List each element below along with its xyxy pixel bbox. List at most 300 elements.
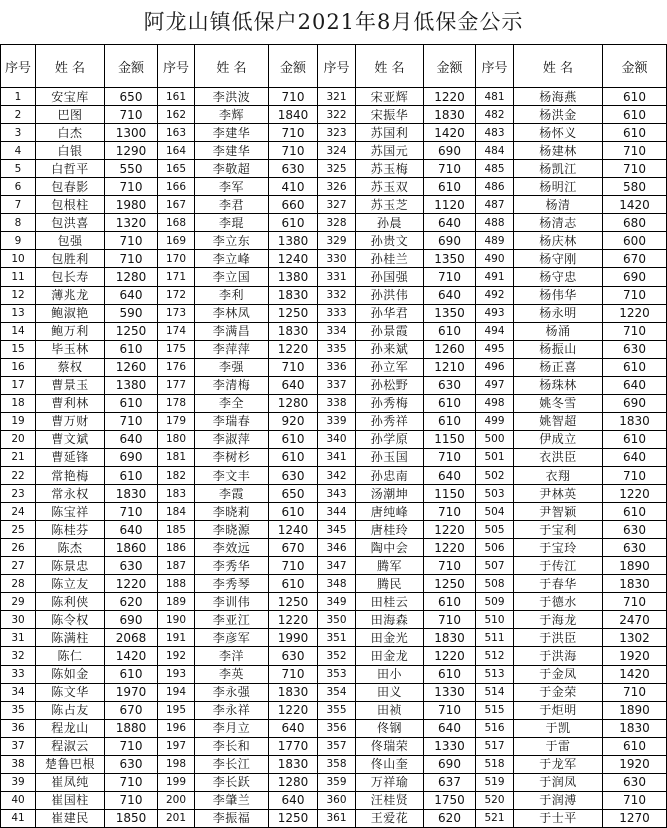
name-cell: 常永权 — [36, 485, 105, 503]
amount-cell: 640 — [269, 376, 318, 394]
name-cell: 杨建林 — [514, 142, 603, 160]
seq-cell: 344 — [318, 503, 356, 521]
name-cell: 田祯 — [356, 701, 424, 719]
seq-cell: 342 — [318, 466, 356, 484]
name-cell: 于海龙 — [514, 611, 603, 629]
name-cell: 李树杉 — [195, 448, 269, 466]
amount-cell: 710 — [269, 142, 318, 160]
amount-cell: 610 — [603, 737, 667, 755]
amount-cell: 1830 — [424, 106, 476, 124]
table-row — [1, 232, 667, 250]
table-row — [1, 647, 667, 665]
seq-cell: 359 — [318, 773, 356, 791]
seq-cell: 26 — [1, 539, 36, 557]
name-cell: 陈令权 — [36, 611, 105, 629]
amount-cell: 1260 — [424, 340, 476, 358]
amount-cell: 640 — [603, 448, 667, 466]
table-row — [1, 809, 667, 827]
amount-cell: 1250 — [269, 304, 318, 322]
name-cell: 杨珠林 — [514, 376, 603, 394]
amount-cell: 630 — [105, 557, 158, 575]
name-cell: 孙秀祥 — [356, 412, 424, 430]
name-cell: 宋亚辉 — [356, 88, 424, 106]
seq-cell: 339 — [318, 412, 356, 430]
name-cell: 于德水 — [514, 593, 603, 611]
name-cell: 曹景玉 — [36, 376, 105, 394]
amount-cell: 640 — [269, 791, 318, 809]
amount-cell: 1220 — [603, 485, 667, 503]
amount-cell: 1270 — [603, 809, 667, 827]
amount-cell: 610 — [603, 503, 667, 521]
name-cell: 程淑云 — [36, 737, 105, 755]
table-row — [1, 322, 667, 340]
seq-cell: 333 — [318, 304, 356, 322]
seq-cell: 513 — [476, 665, 514, 683]
amount-cell: 710 — [105, 178, 158, 196]
amount-cell: 660 — [269, 196, 318, 214]
seq-cell: 361 — [318, 809, 356, 827]
amount-cell: 920 — [269, 412, 318, 430]
seq-cell: 512 — [476, 647, 514, 665]
amount-cell: 1830 — [269, 322, 318, 340]
seq-cell: 519 — [476, 773, 514, 791]
name-cell: 腾民 — [356, 575, 424, 593]
name-cell: 包春影 — [36, 178, 105, 196]
name-cell: 杨洪金 — [514, 106, 603, 124]
name-cell: 陈占友 — [36, 701, 105, 719]
table-row — [1, 196, 667, 214]
name-cell: 杨正喜 — [514, 358, 603, 376]
seq-cell: 13 — [1, 304, 36, 322]
amount-cell: 650 — [105, 88, 158, 106]
amount-cell: 640 — [424, 466, 476, 484]
amount-cell: 1302 — [603, 629, 667, 647]
amount-cell: 710 — [603, 683, 667, 701]
name-cell: 于润溥 — [514, 791, 603, 809]
seq-cell: 346 — [318, 539, 356, 557]
name-cell: 陈景忠 — [36, 557, 105, 575]
seq-cell: 507 — [476, 557, 514, 575]
amount-cell: 610 — [269, 214, 318, 232]
seq-cell: 323 — [318, 124, 356, 142]
name-cell: 李瑞春 — [195, 412, 269, 430]
table-row — [1, 773, 667, 791]
name-cell: 孙华君 — [356, 304, 424, 322]
name-cell: 杨守刚 — [514, 250, 603, 268]
name-cell: 孙玉国 — [356, 448, 424, 466]
seq-cell: 185 — [158, 521, 195, 539]
name-cell: 李立国 — [195, 268, 269, 286]
amount-cell: 1220 — [424, 88, 476, 106]
name-cell: 鲍淑艳 — [36, 304, 105, 322]
amount-cell: 1250 — [269, 809, 318, 827]
amount-cell: 690 — [424, 755, 476, 773]
amount-cell: 1150 — [424, 485, 476, 503]
seq-cell: 495 — [476, 340, 514, 358]
name-cell: 孙桂兰 — [356, 250, 424, 268]
seq-cell: 189 — [158, 593, 195, 611]
seq-cell: 21 — [1, 448, 36, 466]
seq-cell: 193 — [158, 665, 195, 683]
amount-header: 金额 — [424, 45, 476, 88]
seq-cell: 501 — [476, 448, 514, 466]
amount-cell: 690 — [603, 394, 667, 412]
amount-cell: 710 — [424, 503, 476, 521]
name-cell: 李秀琴 — [195, 575, 269, 593]
seq-cell: 33 — [1, 665, 36, 683]
table-row — [1, 466, 667, 484]
name-cell: 李长和 — [195, 737, 269, 755]
name-cell: 白杰 — [36, 124, 105, 142]
seq-cell: 38 — [1, 755, 36, 773]
seq-cell: 39 — [1, 773, 36, 791]
amount-cell: 610 — [424, 412, 476, 430]
seq-cell: 329 — [318, 232, 356, 250]
seq-cell: 511 — [476, 629, 514, 647]
name-cell: 李建华 — [195, 142, 269, 160]
name-cell: 崔建民 — [36, 809, 105, 827]
name-header: 姓 名 — [356, 45, 424, 88]
amount-cell: 710 — [424, 701, 476, 719]
amount-cell: 620 — [105, 593, 158, 611]
amount-cell: 1770 — [269, 737, 318, 755]
name-cell: 陈文华 — [36, 683, 105, 701]
amount-cell: 710 — [269, 124, 318, 142]
amount-cell: 1240 — [269, 250, 318, 268]
amount-cell: 1750 — [424, 791, 476, 809]
table-row — [1, 791, 667, 809]
seq-cell: 41 — [1, 809, 36, 827]
table-row — [1, 539, 667, 557]
name-cell: 李效远 — [195, 539, 269, 557]
seq-cell: 161 — [158, 88, 195, 106]
amount-cell: 1880 — [105, 719, 158, 737]
seq-cell: 338 — [318, 394, 356, 412]
seq-cell: 27 — [1, 557, 36, 575]
amount-cell: 710 — [105, 773, 158, 791]
amount-cell: 1220 — [269, 701, 318, 719]
name-cell: 于宝玲 — [514, 539, 603, 557]
amount-cell: 710 — [603, 791, 667, 809]
seq-cell: 335 — [318, 340, 356, 358]
seq-cell: 494 — [476, 322, 514, 340]
seq-cell: 351 — [318, 629, 356, 647]
seq-cell: 336 — [318, 358, 356, 376]
seq-cell: 515 — [476, 701, 514, 719]
name-cell: 李霞 — [195, 485, 269, 503]
name-cell: 崔国柱 — [36, 791, 105, 809]
seq-cell: 194 — [158, 683, 195, 701]
seq-cell: 352 — [318, 647, 356, 665]
name-cell: 李林凤 — [195, 304, 269, 322]
name-cell: 佟钢 — [356, 719, 424, 737]
seq-cell: 484 — [476, 142, 514, 160]
amount-cell: 410 — [269, 178, 318, 196]
amount-cell: 1290 — [105, 142, 158, 160]
seq-cell: 14 — [1, 322, 36, 340]
seq-cell: 360 — [318, 791, 356, 809]
seq-cell: 343 — [318, 485, 356, 503]
table-body — [1, 88, 667, 828]
name-cell: 李淑萍 — [195, 430, 269, 448]
name-header: 姓 名 — [514, 45, 603, 88]
name-cell: 崔凤纯 — [36, 773, 105, 791]
page-title: 阿龙山镇低保户2021年8月低保金公示 — [143, 10, 524, 34]
seq-cell: 201 — [158, 809, 195, 827]
amount-cell: 710 — [269, 557, 318, 575]
amount-cell: 1980 — [105, 196, 158, 214]
table-row — [1, 250, 667, 268]
amount-cell: 1860 — [105, 539, 158, 557]
amount-cell: 710 — [105, 791, 158, 809]
seq-cell: 25 — [1, 521, 36, 539]
seq-cell: 496 — [476, 358, 514, 376]
name-cell: 杨凯江 — [514, 160, 603, 178]
name-cell: 孙洪伟 — [356, 286, 424, 304]
seq-cell: 321 — [318, 88, 356, 106]
name-cell: 衣洪臣 — [514, 448, 603, 466]
name-cell: 田小 — [356, 665, 424, 683]
name-cell: 李永祥 — [195, 701, 269, 719]
table-row — [1, 268, 667, 286]
seq-cell: 6 — [1, 178, 36, 196]
seq-cell: 508 — [476, 575, 514, 593]
table-row — [1, 611, 667, 629]
seq-cell: 498 — [476, 394, 514, 412]
amount-cell: 1830 — [269, 286, 318, 304]
amount-cell: 1830 — [269, 683, 318, 701]
amount-cell: 1350 — [424, 304, 476, 322]
seq-cell: 4 — [1, 142, 36, 160]
seq-cell: 348 — [318, 575, 356, 593]
seq-cell: 10 — [1, 250, 36, 268]
name-cell: 陶中会 — [356, 539, 424, 557]
seq-cell: 490 — [476, 250, 514, 268]
seq-cell: 340 — [318, 430, 356, 448]
amount-cell: 710 — [603, 160, 667, 178]
amount-cell: 1330 — [424, 683, 476, 701]
seq-cell: 18 — [1, 394, 36, 412]
name-cell: 唐桂玲 — [356, 521, 424, 539]
name-cell: 杨守忠 — [514, 268, 603, 286]
seq-cell: 197 — [158, 737, 195, 755]
name-cell: 李立东 — [195, 232, 269, 250]
name-cell: 鲍万利 — [36, 322, 105, 340]
name-cell: 杨清志 — [514, 214, 603, 232]
table-row — [1, 160, 667, 178]
seq-cell: 24 — [1, 503, 36, 521]
amount-cell: 1220 — [424, 521, 476, 539]
amount-cell: 710 — [105, 412, 158, 430]
name-cell: 孙贵文 — [356, 232, 424, 250]
seq-cell: 350 — [318, 611, 356, 629]
name-cell: 李军 — [195, 178, 269, 196]
seq-cell: 497 — [476, 376, 514, 394]
seq-cell: 509 — [476, 593, 514, 611]
amount-cell: 1380 — [105, 376, 158, 394]
name-header: 姓 名 — [36, 45, 105, 88]
seq-cell: 35 — [1, 701, 36, 719]
name-cell: 尹林英 — [514, 485, 603, 503]
amount-cell: 1830 — [603, 412, 667, 430]
table-row — [1, 358, 667, 376]
seq-cell: 174 — [158, 322, 195, 340]
seq-cell: 489 — [476, 232, 514, 250]
amount-cell: 610 — [269, 448, 318, 466]
name-cell: 李亚江 — [195, 611, 269, 629]
name-cell: 于士平 — [514, 809, 603, 827]
amount-cell: 590 — [105, 304, 158, 322]
amount-cell: 670 — [269, 539, 318, 557]
seq-cell: 196 — [158, 719, 195, 737]
name-cell: 巴图 — [36, 106, 105, 124]
name-cell: 陈利侠 — [36, 593, 105, 611]
amount-cell: 1280 — [269, 773, 318, 791]
name-cell: 孙松野 — [356, 376, 424, 394]
name-cell: 衣翔 — [514, 466, 603, 484]
seq-header: 序号 — [476, 45, 514, 88]
name-cell: 包根柱 — [36, 196, 105, 214]
amount-cell: 1220 — [603, 304, 667, 322]
name-cell: 宋振华 — [356, 106, 424, 124]
amount-cell: 610 — [424, 394, 476, 412]
seq-cell: 505 — [476, 521, 514, 539]
name-cell: 白银 — [36, 142, 105, 160]
name-cell: 李洪波 — [195, 88, 269, 106]
amount-cell: 1280 — [269, 394, 318, 412]
seq-cell: 357 — [318, 737, 356, 755]
amount-header: 金额 — [269, 45, 318, 88]
seq-cell: 23 — [1, 485, 36, 503]
name-cell: 蔡权 — [36, 358, 105, 376]
amount-cell: 630 — [424, 376, 476, 394]
amount-cell: 640 — [424, 214, 476, 232]
name-cell: 李清梅 — [195, 376, 269, 394]
name-cell: 毕玉林 — [36, 340, 105, 358]
table-row — [1, 340, 667, 358]
seq-cell: 180 — [158, 430, 195, 448]
seq-cell: 177 — [158, 376, 195, 394]
amount-cell: 610 — [269, 575, 318, 593]
name-cell: 李英 — [195, 665, 269, 683]
amount-cell: 2470 — [603, 611, 667, 629]
seq-cell: 481 — [476, 88, 514, 106]
seq-cell: 15 — [1, 340, 36, 358]
amount-cell: 1830 — [603, 575, 667, 593]
seq-cell: 325 — [318, 160, 356, 178]
table-row — [1, 88, 667, 106]
seq-cell: 165 — [158, 160, 195, 178]
name-cell: 杨振山 — [514, 340, 603, 358]
name-cell: 汪桂贤 — [356, 791, 424, 809]
amount-cell: 610 — [424, 322, 476, 340]
table-row — [1, 394, 667, 412]
amount-cell: 690 — [424, 232, 476, 250]
seq-cell: 514 — [476, 683, 514, 701]
seq-cell: 16 — [1, 358, 36, 376]
amount-cell: 630 — [269, 160, 318, 178]
name-cell: 孙秀梅 — [356, 394, 424, 412]
seq-cell: 486 — [476, 178, 514, 196]
seq-cell: 328 — [318, 214, 356, 232]
name-cell: 苏玉梅 — [356, 160, 424, 178]
name-cell: 孙忠南 — [356, 466, 424, 484]
seq-cell: 353 — [318, 665, 356, 683]
amount-cell: 610 — [105, 394, 158, 412]
amount-cell: 610 — [424, 665, 476, 683]
seq-cell: 491 — [476, 268, 514, 286]
seq-header: 序号 — [158, 45, 195, 88]
seq-cell: 19 — [1, 412, 36, 430]
name-cell: 杨海燕 — [514, 88, 603, 106]
seq-cell: 521 — [476, 809, 514, 827]
table-row — [1, 575, 667, 593]
name-cell: 曹文斌 — [36, 430, 105, 448]
name-cell: 田桂云 — [356, 593, 424, 611]
name-cell: 于洪臣 — [514, 629, 603, 647]
name-header: 姓 名 — [195, 45, 269, 88]
seq-cell: 195 — [158, 701, 195, 719]
name-cell: 李强 — [195, 358, 269, 376]
name-cell: 陈满柱 — [36, 629, 105, 647]
amount-cell: 710 — [105, 232, 158, 250]
amount-cell: 610 — [603, 124, 667, 142]
amount-cell: 630 — [603, 773, 667, 791]
seq-cell: 40 — [1, 791, 36, 809]
seq-cell: 172 — [158, 286, 195, 304]
amount-cell: 1220 — [424, 539, 476, 557]
name-cell: 于炬明 — [514, 701, 603, 719]
amount-cell: 710 — [424, 611, 476, 629]
name-cell: 孙景霞 — [356, 322, 424, 340]
table-row — [1, 557, 667, 575]
amount-cell: 580 — [603, 178, 667, 196]
amount-cell: 640 — [105, 286, 158, 304]
table-row — [1, 485, 667, 503]
amount-cell: 1420 — [603, 665, 667, 683]
seq-cell: 492 — [476, 286, 514, 304]
seq-cell: 170 — [158, 250, 195, 268]
name-cell: 李秀华 — [195, 557, 269, 575]
amount-cell: 640 — [269, 719, 318, 737]
seq-cell: 36 — [1, 719, 36, 737]
seq-cell: 186 — [158, 539, 195, 557]
name-cell: 白哲平 — [36, 160, 105, 178]
name-cell: 杨清 — [514, 196, 603, 214]
seq-cell: 37 — [1, 737, 36, 755]
amount-cell: 680 — [603, 214, 667, 232]
amount-cell: 710 — [105, 737, 158, 755]
amount-cell: 690 — [105, 448, 158, 466]
seq-cell: 167 — [158, 196, 195, 214]
amount-cell: 610 — [105, 340, 158, 358]
amount-cell: 630 — [105, 755, 158, 773]
amount-header: 金额 — [603, 45, 667, 88]
amount-cell: 1240 — [269, 521, 318, 539]
amount-cell: 1840 — [269, 106, 318, 124]
amount-cell: 710 — [269, 665, 318, 683]
amount-cell: 1380 — [269, 268, 318, 286]
seq-cell: 179 — [158, 412, 195, 430]
name-cell: 李肇兰 — [195, 791, 269, 809]
table-row — [1, 665, 667, 683]
amount-cell: 1120 — [424, 196, 476, 214]
amount-cell: 1380 — [269, 232, 318, 250]
amount-cell: 1420 — [603, 196, 667, 214]
name-cell: 腾军 — [356, 557, 424, 575]
amount-cell: 1420 — [105, 647, 158, 665]
seq-cell: 503 — [476, 485, 514, 503]
